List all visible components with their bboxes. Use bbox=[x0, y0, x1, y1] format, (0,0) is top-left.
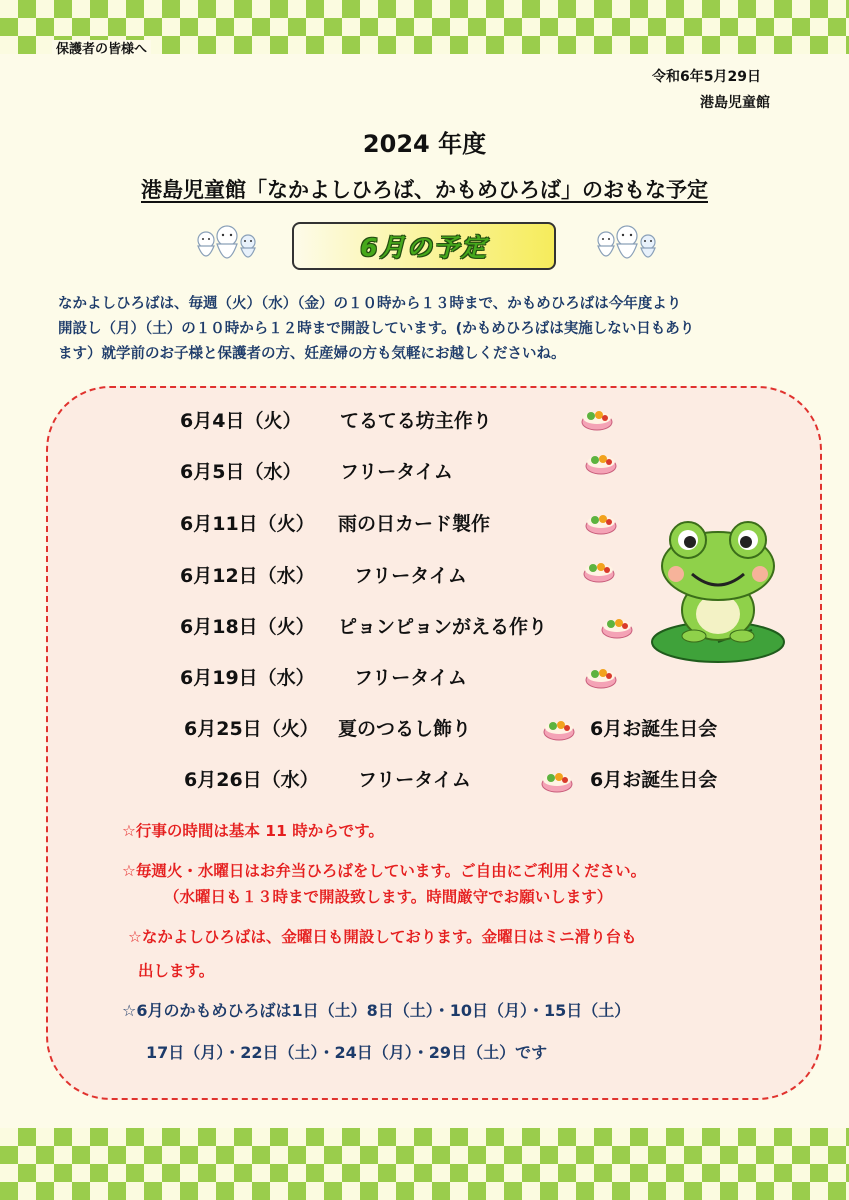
schedule-date: 6月5日（水） bbox=[180, 461, 302, 483]
bento-box-icon bbox=[540, 764, 574, 794]
schedule-date: 6月18日（火） bbox=[180, 616, 315, 638]
teru-teru-bozu-icon bbox=[192, 222, 262, 278]
schedule-event: フリータイム bbox=[340, 461, 453, 483]
fiscal-year-title: 2024 年度 bbox=[362, 130, 487, 158]
schedule-event: てるてる坊主作り bbox=[340, 410, 492, 432]
intro-paragraph bbox=[58, 292, 828, 367]
intro-line: 開設し（月）（土）の１０時から１２時まで開設しています。(かもめひろばは実施しない日もあり bbox=[58, 321, 695, 337]
birthday-event: 6月お誕生日会 bbox=[590, 769, 718, 791]
note-bento-line1: ☆毎週火・水曜日はお弁当ひろばをしています。ご自由にご利用ください。 bbox=[122, 862, 647, 880]
teru-teru-bozu-icon bbox=[592, 222, 662, 278]
checker-border-bottom bbox=[0, 1128, 849, 1200]
schedule-row bbox=[180, 457, 453, 487]
schedule-event: ピョンピョンがえる作り bbox=[338, 616, 548, 638]
schedule-event: フリータイム bbox=[354, 667, 467, 689]
issue-date: 令和6年5月29日 bbox=[652, 69, 761, 85]
schedule-date: 6月25日（火） bbox=[184, 718, 319, 740]
note-friday-line1: ☆なかよしひろばは、金曜日も開設しております。金曜日はミニ滑り台も bbox=[128, 928, 637, 946]
schedule-row bbox=[184, 714, 471, 744]
schedule-row bbox=[180, 561, 467, 591]
schedule-date: 6月19日（水） bbox=[180, 667, 315, 689]
schedule-date: 6月26日（水） bbox=[184, 769, 319, 791]
intro-line: ます）就学前のお子様と保護者の方、妊産婦の方も気軽にお越しくださいね。 bbox=[58, 346, 566, 362]
schedule-event: 夏のつるし飾り bbox=[338, 718, 472, 740]
bento-box-icon bbox=[580, 402, 614, 432]
schedule-row bbox=[184, 765, 471, 795]
note-bento-line2: （水曜日も１３時まで開設致します。時間厳守でお願いします） bbox=[164, 888, 613, 906]
schedule-date: 6月11日（火） bbox=[180, 513, 315, 535]
page-title: 港島児童館「なかよしひろば、かもめひろば」のおもな予定 bbox=[141, 178, 708, 202]
schedule-row bbox=[180, 509, 490, 539]
month-heading: 6月の予定 bbox=[360, 233, 488, 262]
schedule-date: 6月12日（水） bbox=[180, 565, 315, 587]
schedule-row bbox=[180, 406, 492, 436]
bento-box-icon bbox=[584, 446, 618, 476]
organization-name: 港島児童館 bbox=[700, 95, 770, 111]
note-friday-line2: 出します。 bbox=[138, 962, 215, 980]
schedule-row bbox=[180, 663, 467, 693]
schedule-event: フリータイム bbox=[354, 565, 467, 587]
bento-box-icon bbox=[582, 554, 616, 584]
note-event-time: ☆行事の時間は基本 11 時からです。 bbox=[122, 822, 384, 840]
frog-on-lily-pad-icon bbox=[648, 520, 788, 666]
schedule-row bbox=[180, 612, 547, 642]
bento-box-icon bbox=[542, 712, 576, 742]
note-kamome-line2: 17日（月）・22日（土）・24日（月）・29日（土）です bbox=[146, 1043, 548, 1062]
schedule-event: フリータイム bbox=[358, 769, 471, 791]
schedule-event: 雨の日カード製作 bbox=[338, 513, 491, 535]
note-kamome-line1: ☆6月のかもめひろばは1日（土）8日（土）・10日（月）・15日（土） bbox=[122, 1001, 631, 1020]
month-heading-box bbox=[292, 222, 556, 270]
to-parents-label: 保護者の皆様へ bbox=[52, 40, 151, 60]
schedule-date: 6月4日（火） bbox=[180, 410, 302, 432]
bento-box-icon bbox=[600, 610, 634, 640]
birthday-event: 6月お誕生日会 bbox=[590, 718, 718, 740]
bento-box-icon bbox=[584, 660, 618, 690]
intro-line: なかよしひろばは、毎週（火）（水）（金）の１０時から１３時まで、かもめひろばは今年度より bbox=[58, 296, 682, 312]
bento-box-icon bbox=[584, 506, 618, 536]
